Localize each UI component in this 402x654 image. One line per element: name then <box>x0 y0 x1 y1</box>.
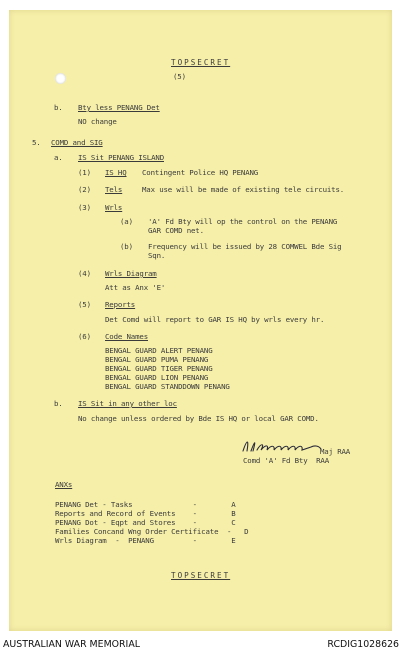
item-6-number: (6) <box>78 332 91 341</box>
annex-line: Wrls Diagram - PENANG - E <box>55 536 236 545</box>
section-5-heading: COMD and SIG <box>51 138 103 147</box>
item-2-text: Max use will be made of existing tele circuits. <box>142 185 345 194</box>
item-4-number: (4) <box>78 269 91 278</box>
para-b2-heading: IS Sit in any other loc <box>78 399 177 408</box>
item-1-text: Contingent Police HQ PENANG <box>142 168 259 177</box>
item-1-heading: IS HQ <box>105 168 127 177</box>
header-classification: TOPSECRET <box>171 58 231 67</box>
item-4-heading: Wrls Diagram <box>105 269 157 278</box>
annex-line: Families Concand Wng Order Certificate - D <box>55 527 249 536</box>
section-5-number: 5. <box>32 138 41 147</box>
annex-line: PENANG Det - Tasks - A <box>55 500 236 509</box>
page-number: (5) <box>173 72 186 81</box>
item-1-number: (1) <box>78 168 91 177</box>
signature-title: Comd 'A' Fd Bty RAA <box>243 456 329 465</box>
para-b-heading: Bty less PENANG Det <box>78 103 160 112</box>
signature-rank: Maj RAA <box>320 447 351 456</box>
item-5-heading: Reports <box>105 300 136 309</box>
archive-id: RCDIG1028626 <box>327 639 399 650</box>
document-page <box>9 10 392 631</box>
item-3b-label: (b) <box>120 242 133 251</box>
code-name-line: BENGAL GUARD TIGER PENANG <box>105 364 213 373</box>
punch-hole <box>55 73 66 84</box>
item-5-text: Det Comd will report to GAR IS HQ by wrls every hr. <box>105 315 325 324</box>
item-3b-line-1: Frequency will be issued by 28 COMWEL Bde Sig <box>148 242 342 251</box>
para-b2-text: No change unless ordered by Bde IS HQ or local GAR COMD. <box>78 414 319 423</box>
item-3a-line-1: 'A' Fd Bty will op the control on the PENANG <box>148 217 338 226</box>
item-3a-line-2: GAR COMD net. <box>148 226 204 235</box>
item-3-number: (3) <box>78 203 91 212</box>
para-a-label: a. <box>54 153 63 162</box>
item-2-heading: Tels <box>105 185 123 194</box>
item-6-heading: Code Names <box>105 332 148 341</box>
item-3a-label: (a) <box>120 217 133 226</box>
code-name-line: BENGAL GUARD PUMA PENANG <box>105 355 209 364</box>
code-name-line: BENGAL GUARD LION PENANG <box>105 373 209 382</box>
item-4-text: Att as Anx 'E' <box>105 283 166 292</box>
code-name-line: BENGAL GUARD ALERT PENANG <box>105 346 213 355</box>
annex-line: PENANG Dot - Eqpt and Stores - C <box>55 518 236 527</box>
item-2-number: (2) <box>78 185 91 194</box>
item-3b-line-2: Sqn. <box>148 251 166 260</box>
para-b-label: b. <box>54 103 63 112</box>
code-name-line: BENGAL GUARD STANDDOWN PENANG <box>105 382 230 391</box>
para-a-heading: IS Sit PENANG ISLAND <box>78 153 164 162</box>
annexes-heading: ANXs <box>55 480 73 489</box>
annex-line: Reports and Record of Events - B <box>55 509 236 518</box>
para-b-text: NO change <box>78 117 117 126</box>
footer-classification: TOPSECRET <box>171 571 231 580</box>
item-5-number: (5) <box>78 300 91 309</box>
archive-footer <box>0 636 402 654</box>
item-3-heading: Wrls <box>105 203 123 212</box>
para-b2-label: b. <box>54 399 63 408</box>
archive-name: AUSTRALIAN WAR MEMORIAL <box>3 639 140 650</box>
